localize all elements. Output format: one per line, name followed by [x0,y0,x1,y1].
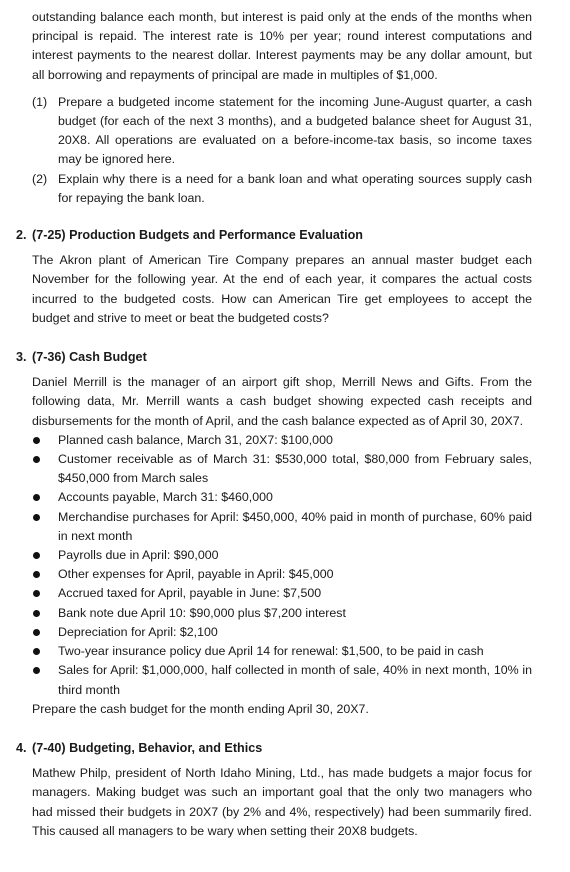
question-list [32,93,532,208]
section-closing: Prepare the cash budget for the month ending April 30, 20X7. [32,701,369,716]
question-text: Prepare a budgeted income statement for the incoming June-August quarter, a cash budget (for each of the next 3 months), and a budgeted balance sheet for August 31, 20X8. All operations are evaluated on a before-income-tax basis, so income taxes may be ignored here. [58,94,532,167]
bullet-icon [32,623,58,642]
bullet-icon [32,642,58,661]
bullet-icon [32,661,58,699]
list-item: Other expenses for April, payable in April: $45,000 [32,565,532,584]
section-heading [16,226,532,245]
bullet-list [32,431,532,700]
section-2 [16,226,532,328]
section-number: 4. [16,740,27,755]
bullet-icon [32,584,58,603]
list-item: Planned cash balance, March 31, 20X7: $100,000 [32,431,532,450]
bullet-icon [32,565,58,584]
section-number: 2. [16,228,27,243]
bullet-icon [32,488,58,507]
list-item: Accounts payable, March 31: $460,000 [32,488,532,507]
question-number: (1) [32,94,48,109]
bullet-icon [32,604,58,623]
section-title: (7-25) Production Budgets and Performance Evaluation [32,228,363,243]
question-item-1 [32,93,532,170]
list-item: Customer receivable as of March 31: $530,000 total, $80,000 from February sales, $450,000 from March sales [32,450,532,488]
section-heading [16,739,532,758]
bullet-icon [32,450,58,488]
question-number: (2) [32,171,48,186]
section-title: (7-36) Cash Budget [32,350,147,365]
question-text: Explain why there is a need for a bank loan and what operating sources supply cash for repaying the bank loan. [58,171,532,205]
list-item: Depreciation for April: $2,100 [32,623,532,642]
question-item-2 [32,170,532,208]
list-item: Payrolls due in April: $90,000 [32,546,532,565]
bullet-icon [32,431,58,450]
list-item: Accrued taxed for April, payable in June: $7,500 [32,584,532,603]
list-item: Bank note due April 10: $90,000 plus $7,200 interest [32,604,532,623]
bullet-icon [32,508,58,546]
section-body: Mathew Philp, president of North Idaho Mining, Ltd., has made budgets a major focus for managers. Making budget was such an important goal that the only two managers who had missed their budgets in 20X7 (by 2% and 4%, respectively) had been summarily fired. This caused all managers to be wary when setting their 20X8 budgets. [32,766,532,838]
section-3 [16,348,532,719]
list-item: Sales for April: $1,000,000, half collected in month of sale, 40% in next month, 10% in third month [32,661,532,699]
section-heading [16,348,532,367]
section-body: Daniel Merrill is the manager of an airport gift shop, Merrill News and Gifts. From the following data, Mr. Merrill wants a cash budget showing expected cash receipts and disbursements for the month of April, and the cash balance expected as of April 30, 20X7. [32,375,532,428]
section-number: 3. [16,350,27,365]
list-item: Merchandise purchases for April: $450,000, 40% paid in month of purchase, 60% paid in next month [32,508,532,546]
section-body: The Akron plant of American Tire Company prepares an annual master budget each November for the following year. At the end of each year, it compares the actual costs incurred to the budgeted costs. How can American Tire get employees to accept the budget and strive to meet or beat the budgeted costs? [32,253,532,325]
list-item: Two-year insurance policy due April 14 for renewal: $1,500, to be paid in cash [32,642,532,661]
section-4 [16,739,532,841]
intro-paragraph: outstanding balance each month, but interest is paid only at the ends of the months when principal is repaid. The interest rate is 10% per year; round interest computations and interest payments to the nearest dollar. Interest payments may be any dollar amount, but all borrowing and repayments of principal are made in multiples of $1,000. [32,10,532,82]
bullet-icon [32,546,58,565]
section-title: (7-40) Budgeting, Behavior, and Ethics [32,740,263,755]
